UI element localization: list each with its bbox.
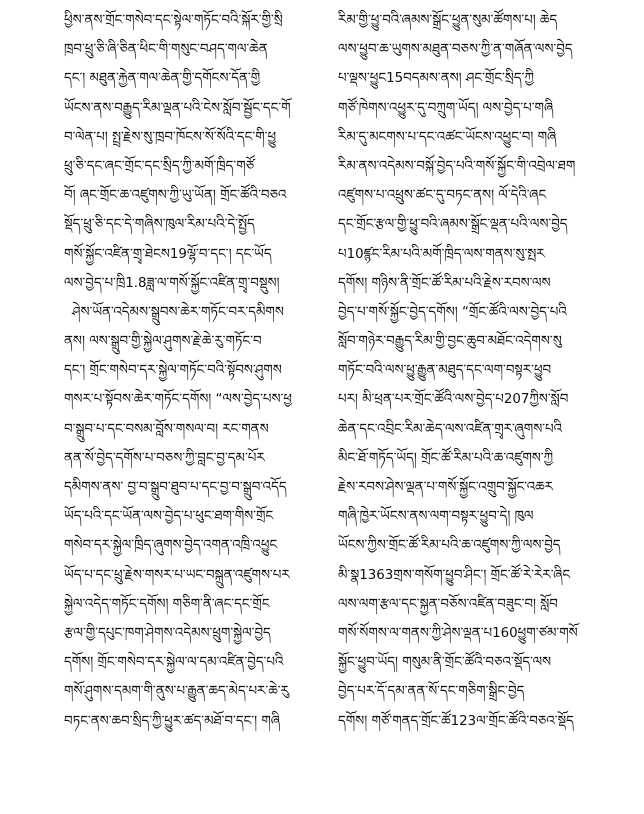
text-line: ཕྲུ་ཅི་དང་ཞང་གྲོང་དང་སྲིད་ཀྱི་མགོ་ཁྲིད་གཙོ [64, 158, 255, 174]
text-line: རིམ་ནས་འདེམས་བསྐོ་བྱེད་པའི་གསོ་སྐྱོང་གི་འབྲེལ་ཐག [338, 158, 576, 174]
text-line: བྱེད་པར་དོ་དམ་ནན་སོ་དང་གཅིག་སྒྲིང་བྱེད [338, 684, 525, 700]
text-line: སྐྱེལ་འདེད་གཏོང་དགོས། གཅིག་ནི་ཞང་དང་གྲོང [64, 596, 270, 612]
text-line: གཞི་ཁྱེར་ཡོངས་ནས་ལག་བསྟར་ཕྱུབ་དེ། ཁུལ [338, 509, 534, 525]
text-line: པ་ལྡས་ཕྱུང15བདམས་ནས། ཤང་གྲོང་སྲིད་ཀྱི [338, 71, 534, 87]
text-line: ཁྲབ་ཕྲུ་ཅི་ཞི་ཅིན་ཕིང་གི་གསུང་བཤད་གལ་ཆེན [64, 42, 268, 58]
text-line: ཆེན་དང་འབྲིང་རིམ་ཆེད་ལས་འཛིན་གྲྭར་ཞུགས་པའི [338, 421, 563, 437]
text-line: གསེབ་དར་སྐྱེལ་ཁྲིད་ཞུགས་བྱེད་འགན་འཁྲི་འཕྱུང [64, 538, 278, 554]
text-line: དམིགས་ནས་ བྱ་བ་སྒྲུབ་ཐུབ་པ་དང་བྱ་བ་སྒྲུབ་འདོད [64, 480, 287, 495]
text-line: བ་སྒྲུབ་པ་དང་བསམ་བློས་གསལ་བ། རང་གནས [64, 421, 269, 437]
text-line: པར། མི་ཕྲན་པར་གྲོང་ཚོའི་ལས་བྱེད་པ207ཀྱིས་སློབ [338, 392, 569, 408]
text-line: གཏོང་བའི་ལས་ཕྱུ་རྒྱུན་མཐུད་དང་ལག་བསྟར་ཕྱུབ [338, 363, 552, 379]
text-line: རིམ་དུ་མངགས་པ་དང་འཚང་ཡོངས་འཕྱུང་བ། གཞི [338, 129, 557, 145]
text-line: གཙོ་ཁེགས་འཕྱུར་དུ་བཀྲུག་ཡོད། ལས་བྱེད་པ་གཞི [338, 100, 554, 116]
text-line: རིམ་གྱི་ཕྱུ་བའི་ཞམས་སྒྲོང་ཕྱུན་སུམ་ཚོགས་པ། ཆེད [338, 13, 558, 28]
text-line: དགོས། གྲོང་གསེབ་དར་སྐྱེལ་ལ་དམ་འཛིན་བྱེད་པའི [64, 655, 284, 671]
left-text-column [64, 6, 322, 806]
text-line: གསོ་སོགས་ལ་གནས་ཀྱི་ཤེས་ལྡན་པ160ཕྱུག་ཙམ་གསོ [338, 625, 578, 641]
text-line: རྗེས་རབས་ཤེས་ལྡན་པ་གསོ་སྐྱོང་འགྲུབ་སྐྱོང་འཆར [338, 480, 554, 495]
text-line: ཕྱིས་ནས་གྲོང་གསེབ་དང་སྟེལ་གཏོང་བའི་སྐོར་གྱི་སྲི [64, 13, 283, 28]
text-line: མིང་ཐོ་གཏོད་ཡོད། གྲོང་ཚོ་རིམ་པའི་ཆ་འཛུགས་ཀྱི [338, 450, 554, 466]
text-line: ལས་བྱེད་པ་ཁྲི1.8ཟླ་ལ་གསོ་སྐྱོང་འཛིན་གྲྭ་བསྡུས། [64, 275, 280, 291]
text-line: ནན་སོ་བྱེད་དགོས་པ་བཅས་ཀྱི་བླང་བྱ་དམ་པོར [64, 450, 265, 466]
text-line: དགོས། གཙོ་གནད་གྲོང་ཚོ123ལ་གྲོང་ཚོའི་བཅའ་སྡོད [338, 713, 574, 729]
text-line: འཛུགས་པ་འཕྲུས་ཚང་དུ་བཏང་ནས། ལོ་དེའི་ཞང [338, 188, 547, 204]
text-line: བཏང་ནས་ཆབ་སྲིད་ཀྱི་ཕྱུར་ཚད་མཐོ་བ་དང་། གཞི [64, 713, 281, 729]
text-line: མི་སྣ1363གྲས་གསོག་ཕྱུབ་ཤིང་། གྲོང་ཚོ་རེ་རེར་ཞིང [338, 567, 571, 583]
text-line: བྱེད་པ་གསོ་སྐྱོང་བྱེད་དགོས། “གྲོང་ཚོའི་ལས་བྱེད་པའི [338, 304, 567, 320]
paragraph-start-line: ཤེས་ཡོན་འདེམས་སྒྲུབས་ཆེར་གཏོང་བར་དམིགས [72, 304, 284, 320]
text-line: དང་གྲོང་རྩལ་གྱི་ཕྱུ་བའི་ཞམས་སྒྲོང་ལྡན་པའི་ལས་བྱེད [338, 217, 568, 233]
text-line: ལས་ལག་རྩལ་དང་སྐྱན་བཅོས་འཛིན་བཟུང་བ། སློབ [338, 596, 558, 612]
text-line: གསོ་སྐྱོང་འཛིན་གྲྭ་ཐེངས19ལྷོ་བ་དང་། དང་ཡོད [64, 246, 272, 262]
text-line: དང་། མཐུན་རྐྱེན་གལ་ཆེན་གྱི་དགོངས་དོན་གྱི [64, 71, 261, 87]
text-line: གསར་པ་སྟོབས་ཆེར་གཏོང་དགོས། “ལས་བྱེད་པས་ཕྱ [64, 392, 292, 408]
text-line: ཡོངས་ཀྱིས་གྲོང་ཚོ་རིམ་པའི་ཆ་འཛུགས་ཀྱི་ལས་བྱེད [338, 538, 561, 554]
text-line: གསོ་ཤུགས་དམག་གི་ནུས་པ་རྒྱུན་ཆད་མེད་པར་ཆེ་རུ [64, 684, 289, 700]
text-line: ཡོད་པའི་དང་ཡོན་ལས་བྱེད་པ་ཕུང་ཐག་གིས་གྲོང [64, 509, 274, 525]
text-line: རྩལ་གྱི་དཔུང་ཁག་ཤེགས་འདེམས་ཕྲུག་སྐྱེལ་བྱེད [64, 625, 271, 641]
text-line: ནས། ལས་སྒྲུབ་གྱི་སྐྱེལ་ཤུགས་རྗེ་ཆེ་རུ་གཏོང་བ [64, 334, 262, 350]
text-line: སྡོད་ཕྲུ་ཅི་དང་དེ་གཞིས་ཁུལ་རིམ་པའི་དེ་སྤྱོད [64, 217, 255, 233]
text-line: པ10ཛྙང་རིམ་པའི་མགོ་ཁྲིད་ལས་གནས་སུ་སྤར [338, 246, 545, 262]
text-line: དགོས། གཉིས་ནི་གྲོང་ཚོ་རིམ་པའི་རྗེས་རབས་ལས [338, 275, 551, 291]
right-text-column [338, 6, 604, 806]
text-line: ཡོད་པ་དང་ཕྲུ་རྗེས་གསར་པ་ཡང་བསྐྲུན་འཛུགས་པར [64, 567, 290, 583]
text-line: སློབ་གཉེར་བརྒྱུད་རིམ་གྱི་བྱང་ཆུབ་མཐོང་འདེགས་སུ [338, 334, 562, 350]
text-line: ཡོངས་ནས་བརྒྱུད་རིམ་ལྡན་པའི་ངེས་སློབ་སྦྱོང་དང་གོ [64, 100, 291, 116]
text-line: དང་། གྲོང་གསེབ་དར་སྐྱེལ་གཏོང་བའི་སྟོབས་ཤུགས [64, 363, 282, 379]
text-line: བོ། ཞང་གྲོང་ཆ་འཛུགས་ཀྱི་ཡུ་ཡོན། གྲོང་ཚོའི་བཅའ [64, 188, 287, 204]
text-line: སྐྱོང་ཕྱུབ་ཡོད། གསུམ་ནི་གྲོང་ཚོའི་བཅའ་སྡོད་ལས [338, 655, 552, 671]
text-line: ལས་ཕྱུབ་ཆ་ཡུགས་མཐུན་བཅས་ཀྱི་ན་གཞོན་ལས་བྱེད [338, 42, 573, 58]
text-line: བ་ལེན་པ། སྤྲ་རྗེས་སུ་ཁྲབ་ཁོངས་སོ་སོའི་དང་གི་ཕྱུ [64, 129, 277, 145]
